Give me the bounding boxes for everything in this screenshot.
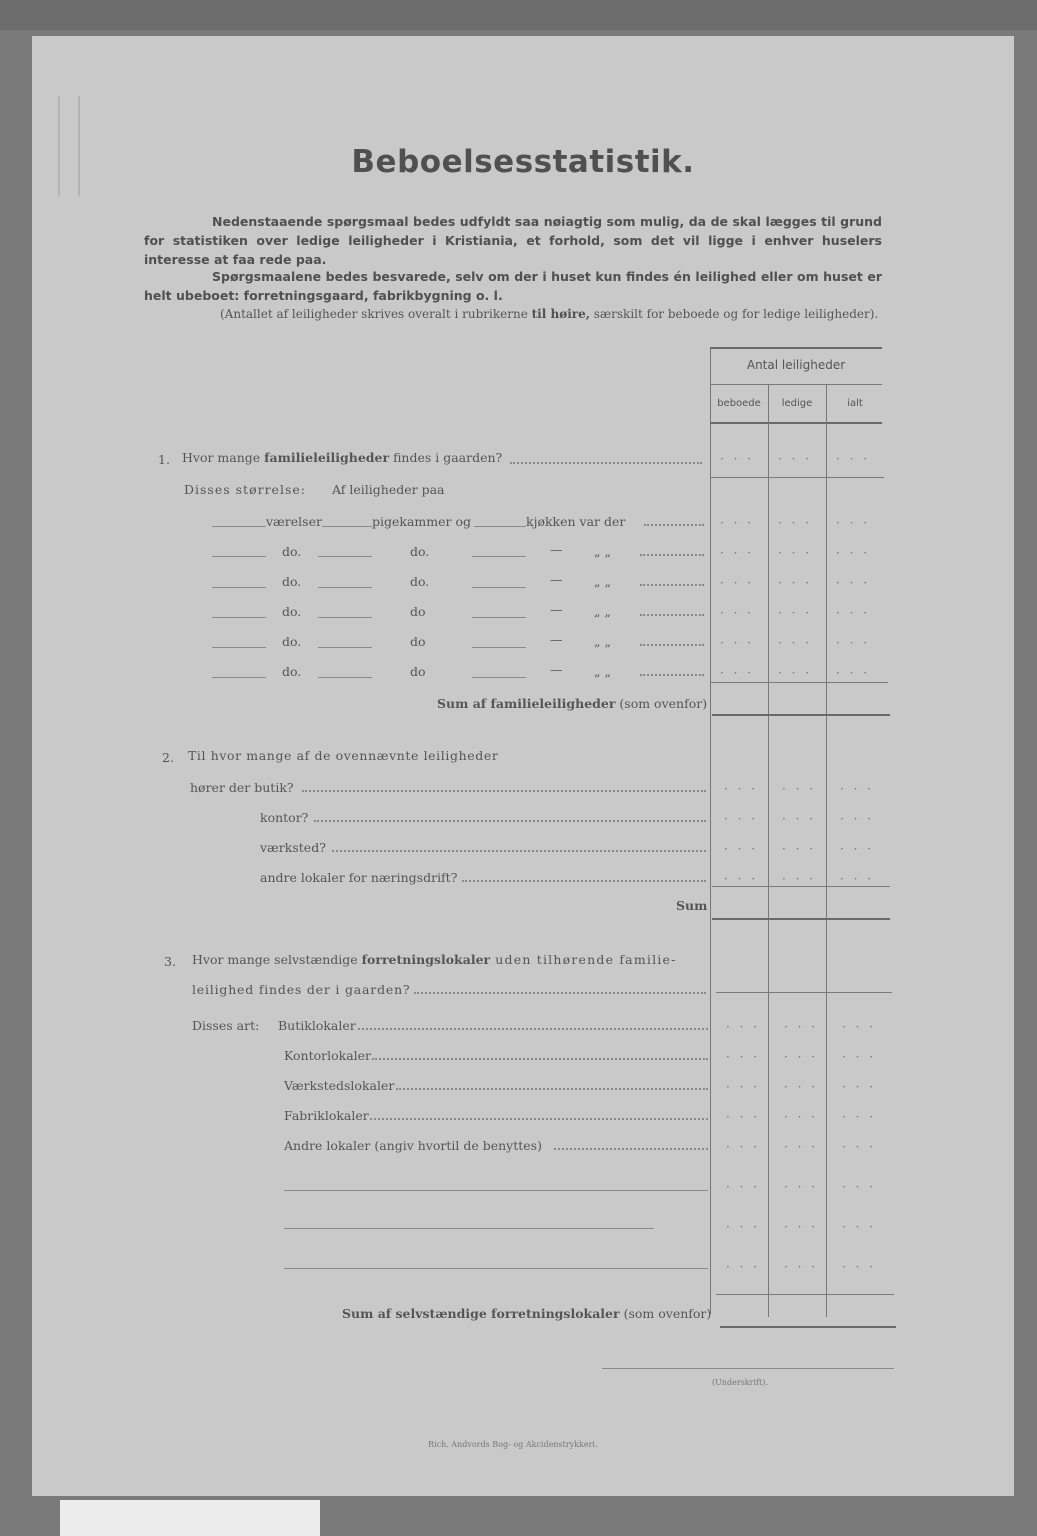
cell-dots: · · · bbox=[726, 1110, 761, 1124]
table-rule bbox=[712, 886, 890, 887]
blank-field[interactable] bbox=[212, 677, 266, 678]
cell-dots: · · · bbox=[836, 666, 871, 680]
cell-dots: · · · bbox=[836, 452, 871, 466]
leader-dots bbox=[640, 554, 704, 556]
q3-butiklokaler: Butiklokaler bbox=[278, 1018, 356, 1033]
cell-dots: · · · bbox=[836, 606, 871, 620]
write-in-line[interactable] bbox=[284, 1190, 708, 1191]
blank-field[interactable] bbox=[472, 647, 526, 648]
q3-kontorlokaler: Kontorlokaler bbox=[284, 1048, 372, 1063]
q1-rooms-label: værelser bbox=[266, 514, 322, 529]
cell-dots: · · · bbox=[782, 872, 817, 886]
blank-field[interactable] bbox=[318, 617, 372, 618]
cell-dots: · · · bbox=[726, 1080, 761, 1094]
ditto-marks: „ „ bbox=[594, 664, 611, 679]
cell-dots: · · · bbox=[842, 1020, 877, 1034]
blank-field[interactable] bbox=[212, 647, 266, 648]
cell-dots: · · · bbox=[840, 872, 875, 886]
blank-field[interactable] bbox=[318, 556, 372, 557]
cell-dots: · · · bbox=[724, 812, 759, 826]
cell-dots: · · · bbox=[842, 1220, 877, 1234]
leader-dots bbox=[644, 524, 704, 526]
cell-dots: · · · bbox=[842, 1110, 877, 1124]
ditto-do: do. bbox=[282, 664, 302, 679]
cell-dots: · · · bbox=[778, 576, 813, 590]
q2-kontor: kontor? bbox=[260, 810, 309, 825]
signature-caption: (Underskrift). bbox=[712, 1378, 768, 1387]
blank-field[interactable] bbox=[472, 556, 526, 557]
ditto-do: do bbox=[410, 634, 426, 649]
q1-sum-label: Sum af familieleiligheder (som ovenfor) bbox=[437, 696, 708, 711]
ditto-do: do. bbox=[410, 544, 430, 559]
leader-dots bbox=[462, 880, 706, 882]
header-beboede: beboede bbox=[717, 398, 761, 409]
cell-dots: · · · bbox=[784, 1020, 819, 1034]
q3-fabriklokaler: Fabriklokaler bbox=[284, 1108, 369, 1123]
cell-dots: · · · bbox=[836, 546, 871, 560]
ditto-dash: — bbox=[550, 572, 563, 587]
leader-dots bbox=[358, 1028, 708, 1030]
leader-dots bbox=[314, 820, 706, 822]
table-col-divider-1 bbox=[768, 385, 769, 1317]
cell-dots: · · · bbox=[778, 452, 813, 466]
cell-dots: · · · bbox=[726, 1180, 761, 1194]
header-bottom-rule bbox=[710, 422, 882, 424]
cell-dots: · · · bbox=[726, 1220, 761, 1234]
leader-dots bbox=[640, 674, 704, 676]
ditto-do: do. bbox=[410, 574, 430, 589]
ditto-dash: — bbox=[550, 602, 563, 617]
leader-dots bbox=[372, 1058, 708, 1060]
cell-dots: · · · bbox=[784, 1260, 819, 1274]
cell-dots: · · · bbox=[842, 1260, 877, 1274]
blank-field[interactable] bbox=[212, 617, 266, 618]
cell-dots: · · · bbox=[720, 546, 755, 560]
ditto-do: do. bbox=[282, 544, 302, 559]
cell-dots: · · · bbox=[726, 1140, 761, 1154]
table-top-rule bbox=[710, 347, 882, 349]
q3-question: Hvor mange selvstændige forretningslokaler uden tilhørende familie- bbox=[192, 952, 677, 967]
table-col-divider-2 bbox=[826, 385, 827, 1317]
cell-dots: · · · bbox=[842, 1180, 877, 1194]
blank-field[interactable] bbox=[318, 647, 372, 648]
cell-dots: · · · bbox=[724, 842, 759, 856]
ditto-do: do bbox=[410, 664, 426, 679]
ditto-dash: — bbox=[550, 662, 563, 677]
q2-question: Til hvor mange af de ovennævnte leiligheder bbox=[188, 748, 499, 763]
blank-field[interactable] bbox=[322, 526, 372, 527]
cell-dots: · · · bbox=[836, 636, 871, 650]
signature-line[interactable] bbox=[602, 1368, 894, 1369]
leader-dots bbox=[640, 644, 704, 646]
q2-butik: hører der butik? bbox=[190, 780, 294, 795]
ditto-do: do bbox=[410, 604, 426, 619]
blank-field[interactable] bbox=[212, 556, 266, 557]
blank-field[interactable] bbox=[472, 587, 526, 588]
cell-dots: · · · bbox=[842, 1050, 877, 1064]
cell-dots: · · · bbox=[784, 1140, 819, 1154]
table-rule bbox=[710, 477, 884, 478]
cell-dots: · · · bbox=[726, 1050, 761, 1064]
cell-dots: · · · bbox=[782, 782, 817, 796]
leader-dots bbox=[640, 614, 704, 616]
cell-dots: · · · bbox=[784, 1110, 819, 1124]
form-sheet bbox=[32, 36, 1014, 1496]
cell-dots: · · · bbox=[720, 576, 755, 590]
sum-rule-q3 bbox=[720, 1326, 896, 1328]
header-ledige: ledige bbox=[781, 398, 813, 409]
cell-dots: · · · bbox=[778, 666, 813, 680]
table-left-border bbox=[710, 348, 711, 1314]
ditto-do: do. bbox=[282, 634, 302, 649]
q3-sum-label: Sum af selvstændige forretningslokaler (som ovenfor) bbox=[342, 1306, 712, 1321]
q1-question: Hvor mange familieleiligheder findes i gaarden? bbox=[182, 450, 503, 465]
write-in-line[interactable] bbox=[284, 1268, 708, 1269]
q3-art-label: Disses art: bbox=[192, 1018, 260, 1033]
q1-maid-room-label: pigekammer og bbox=[372, 514, 472, 529]
q3-andre-lokaler: Andre lokaler (angiv hvortil de benyttes) bbox=[284, 1138, 542, 1153]
blank-field[interactable] bbox=[212, 526, 266, 527]
cell-dots: · · · bbox=[782, 812, 817, 826]
cell-dots: · · · bbox=[836, 516, 871, 530]
cell-dots: · · · bbox=[720, 516, 755, 530]
leader-dots bbox=[370, 1118, 708, 1120]
header-antal-leiligheder: Antal leiligheder bbox=[746, 358, 846, 372]
cell-dots: · · · bbox=[778, 546, 813, 560]
write-in-line[interactable] bbox=[284, 1228, 654, 1229]
q1-size-label: Disses størrelse: bbox=[184, 482, 306, 497]
cell-dots: · · · bbox=[784, 1220, 819, 1234]
cell-dots: · · · bbox=[720, 452, 755, 466]
leader-dots bbox=[414, 992, 706, 994]
blank-field[interactable] bbox=[472, 617, 526, 618]
ditto-dash: — bbox=[550, 542, 563, 557]
blank-field[interactable] bbox=[212, 587, 266, 588]
cell-dots: · · · bbox=[778, 516, 813, 530]
cell-dots: · · · bbox=[778, 606, 813, 620]
sum-rule-q2 bbox=[712, 918, 890, 920]
intro-paragraph-1: Nedenstaaende spørgsmaal bedes udfyldt saa nøiagtig som mulig, da de skal lægges til grund for statistiken over ledige leiligheder i Kristiania, et forhold, som det vil ligge i enhver huselers interesse at faa rede paa. bbox=[144, 214, 882, 267]
cell-dots: · · · bbox=[726, 1260, 761, 1274]
printer-imprint: Rich. Andvords Bog- og Akcidenstrykkeri. bbox=[428, 1440, 598, 1449]
ditto-marks: „ „ bbox=[594, 634, 611, 649]
page-title: Beboelsesstatistik. bbox=[351, 144, 695, 180]
q2-number: 2. bbox=[162, 750, 174, 765]
cell-dots: · · · bbox=[842, 1140, 877, 1154]
cell-dots: · · · bbox=[784, 1080, 819, 1094]
cell-dots: · · · bbox=[784, 1180, 819, 1194]
q2-sum-label: Sum bbox=[676, 898, 708, 913]
q1-kitchen-label: kjøkken var der bbox=[526, 514, 626, 529]
blank-field[interactable] bbox=[474, 526, 526, 527]
blank-field[interactable] bbox=[318, 587, 372, 588]
cell-dots: · · · bbox=[720, 636, 755, 650]
cell-dots: · · · bbox=[840, 812, 875, 826]
leader-dots bbox=[510, 462, 702, 464]
ditto-do: do. bbox=[282, 604, 302, 619]
header-group-rule bbox=[710, 384, 882, 385]
ditto-dash: — bbox=[550, 632, 563, 647]
q1-size-sub: Af leiligheder paa bbox=[332, 482, 445, 497]
ditto-marks: „ „ bbox=[594, 544, 611, 559]
cell-dots: · · · bbox=[720, 606, 755, 620]
cell-dots: · · · bbox=[840, 782, 875, 796]
leader-dots bbox=[554, 1148, 708, 1150]
header-ialt: ialt bbox=[847, 398, 863, 409]
intro-paragraph-2: Spørgsmaalene bedes besvarede, selv om der i huset kun findes én leilighed eller om huset er helt ubeboet: forretningsgaard, fabrikbygning o. l. bbox=[144, 269, 882, 303]
ditto-do: do. bbox=[282, 574, 302, 589]
q2-andre-lokaler: andre lokaler for næringsdrift? bbox=[260, 870, 458, 885]
cell-dots: · · · bbox=[836, 576, 871, 590]
table-rule bbox=[716, 1294, 894, 1295]
blank-field[interactable] bbox=[472, 677, 526, 678]
cell-dots: · · · bbox=[778, 636, 813, 650]
table-rule bbox=[716, 992, 892, 993]
q3-number: 3. bbox=[164, 954, 176, 969]
table-rule bbox=[710, 682, 888, 683]
intro-paragraph-3: (Antallet af leiligheder skrives overalt i rubrikerne til høire, særskilt for beboede og for ledige leiligheder). bbox=[220, 307, 879, 321]
leader-dots bbox=[396, 1088, 708, 1090]
cell-dots: · · · bbox=[782, 842, 817, 856]
leader-dots bbox=[302, 790, 706, 792]
cell-dots: · · · bbox=[784, 1050, 819, 1064]
cell-dots: · · · bbox=[726, 1020, 761, 1034]
q3-vaerkstedslokaler: Værkstedslokaler bbox=[284, 1078, 395, 1093]
sum-rule-q1 bbox=[712, 714, 890, 716]
cell-dots: · · · bbox=[840, 842, 875, 856]
ditto-marks: „ „ bbox=[594, 604, 611, 619]
leader-dots bbox=[332, 850, 706, 852]
cell-dots: · · · bbox=[724, 872, 759, 886]
q2-vaerksted: værksted? bbox=[260, 840, 326, 855]
cell-dots: · · · bbox=[720, 666, 755, 680]
ditto-marks: „ „ bbox=[594, 574, 611, 589]
scan-border bbox=[0, 0, 1037, 30]
q3-question-cont: leilighed findes der i gaarden? bbox=[192, 982, 411, 997]
scan-border-corner bbox=[60, 1500, 320, 1536]
cell-dots: · · · bbox=[842, 1080, 877, 1094]
q1-number: 1. bbox=[158, 452, 170, 467]
blank-field[interactable] bbox=[318, 677, 372, 678]
leader-dots bbox=[640, 584, 704, 586]
cell-dots: · · · bbox=[724, 782, 759, 796]
